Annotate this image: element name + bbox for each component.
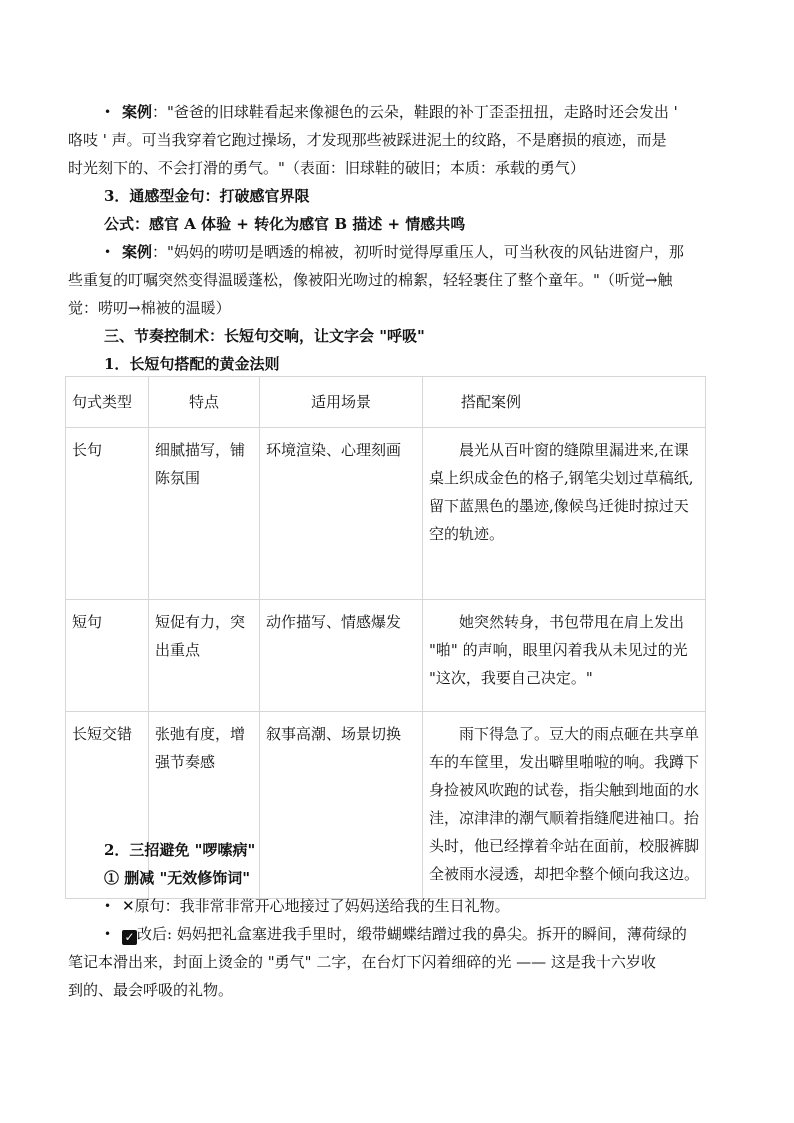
table-header-row <box>66 377 706 428</box>
revised-sentence-line-1 <box>68 920 760 948</box>
table-cell-example: 雨下得急了。豆大的雨点砸在共享单车的车筐里，发出噼里啪啦的响。我蹲下身捡被风吹跑的试卷，指尖触到地面的水洼，凉津津的潮气顺着指缝爬进袖口。抬头时，他已经撑着伞站在面前，校服裤脚全被雨水浸透，却把伞整个倾向我这边。 <box>423 712 706 899</box>
part-heading-rhythm: 三、节奏控制术：长短句交响，让文字会 "呼吸" <box>104 327 425 345</box>
bullet-icon: • <box>104 105 112 119</box>
table-cell-scene: 动作描写、情感爆发 <box>260 600 423 712</box>
section-heading-synesthesia: 3．通感型金句：打破感官界限 <box>104 187 310 205</box>
example-paragraph-line-1 <box>68 98 760 126</box>
revised-sentence-line-2: 笔记本滑出来，封面上烫金的 "勇气" 二字，在台灯下闪着细碎的光 —— 这是我十六岁收 <box>68 953 656 971</box>
bullet-icon: • <box>104 927 112 941</box>
table-cell-type: 短句 <box>66 600 149 712</box>
example-label: 案例 <box>122 103 153 121</box>
check-mark-icon: ✓ <box>122 930 137 945</box>
table-cell-type: 长句 <box>66 428 149 600</box>
table-row <box>66 428 706 600</box>
bullet-icon: • <box>104 245 112 259</box>
table-cell-scene: 环境渲染、心理刻画 <box>260 428 423 600</box>
example-text: ："妈妈的唠叨是晒透的棉被，初听时觉得厚重压人，可当秋夜的风钻进窗户，那 <box>152 243 684 261</box>
synesthesia-example-line-2: 些重复的叮嘱突然变得温暖蓬松，像被阳光吻过的棉絮，轻轻裹住了整个童年。"（听觉→触 <box>68 271 673 289</box>
example-paragraph-line-3: 时光刻下的、不会打滑的勇气。"（表面：旧球鞋的破旧；本质：承载的勇气） <box>68 159 585 177</box>
table-header-cell: 特点 <box>149 377 260 428</box>
table-cell-scene: 叙事高潮、场景切换 <box>260 712 423 899</box>
table-header-cell: 适用场景 <box>260 377 423 428</box>
table-cell-feature: 细腻描写，铺陈氛围 <box>149 428 260 600</box>
table-cell-feature: 张弛有度，增强节奏感 <box>149 712 260 899</box>
table-header-cell: 句式类型 <box>66 377 149 428</box>
example-paragraph-line-2: 咯吱 ' 声。可当我穿着它跑过操场，才发现那些被踩进泥土的纹路，不是磨损的痕迹，而是 <box>68 131 667 149</box>
x-mark-icon: ✕ <box>122 897 135 915</box>
bullet-icon: • <box>104 899 112 913</box>
example-text: ："爸爸的旧球鞋看起来像褪色的云朵，鞋跟的补丁歪歪扭扭，走路时还会发出 ' <box>152 103 678 121</box>
table-cell-feature: 短促有力，突出重点 <box>149 600 260 712</box>
table-cell-example: 晨光从百叶窗的缝隙里漏进来,在课桌上织成金色的格子,钢笔尖划过草稿纸,留下蓝黑色的墨迹,像候鸟迁徙时掠过天空的轨迹。 <box>423 428 706 600</box>
table-header-cell: 搭配案例 <box>423 377 706 428</box>
table-cell-type: 长短交错 <box>66 712 149 899</box>
synesthesia-example-line-3: 觉：唠叨→棉被的温暖） <box>68 299 231 317</box>
example-label: 案例 <box>122 243 153 261</box>
subheading-avoid-verbosity: 2．三招避免 "啰嗦病" <box>104 841 256 859</box>
revised-sentence-line-3: 到的、最会呼吸的礼物。 <box>68 981 234 999</box>
formula-line: 公式：感官 A 体验 + 转化为感官 B 描述 + 情感共鸣 <box>104 215 466 233</box>
subheading-golden-rule: 1．长短句搭配的黄金法则 <box>104 355 280 373</box>
synesthesia-example-line-1 <box>68 238 760 266</box>
sentence-type-table <box>65 376 706 899</box>
step-delete-modifiers: ① 删减 "无效修饰词" <box>104 869 251 887</box>
original-sentence-line <box>68 892 760 920</box>
table-row <box>66 600 706 712</box>
original-sentence-text: 原句：我非常非常开心地接过了妈妈送给我的生日礼物。 <box>134 897 510 915</box>
revised-sentence-text: 改后: 妈妈把礼盒塞进我手里时，缎带蝴蝶结蹭过我的鼻尖。拆开的瞬间，薄荷绿的 <box>137 925 687 943</box>
table-cell-example: 她突然转身，书包带甩在肩上发出 "啪" 的声响，眼里闪着我从未见过的光 "这次，我要自己决定。" <box>423 600 706 712</box>
